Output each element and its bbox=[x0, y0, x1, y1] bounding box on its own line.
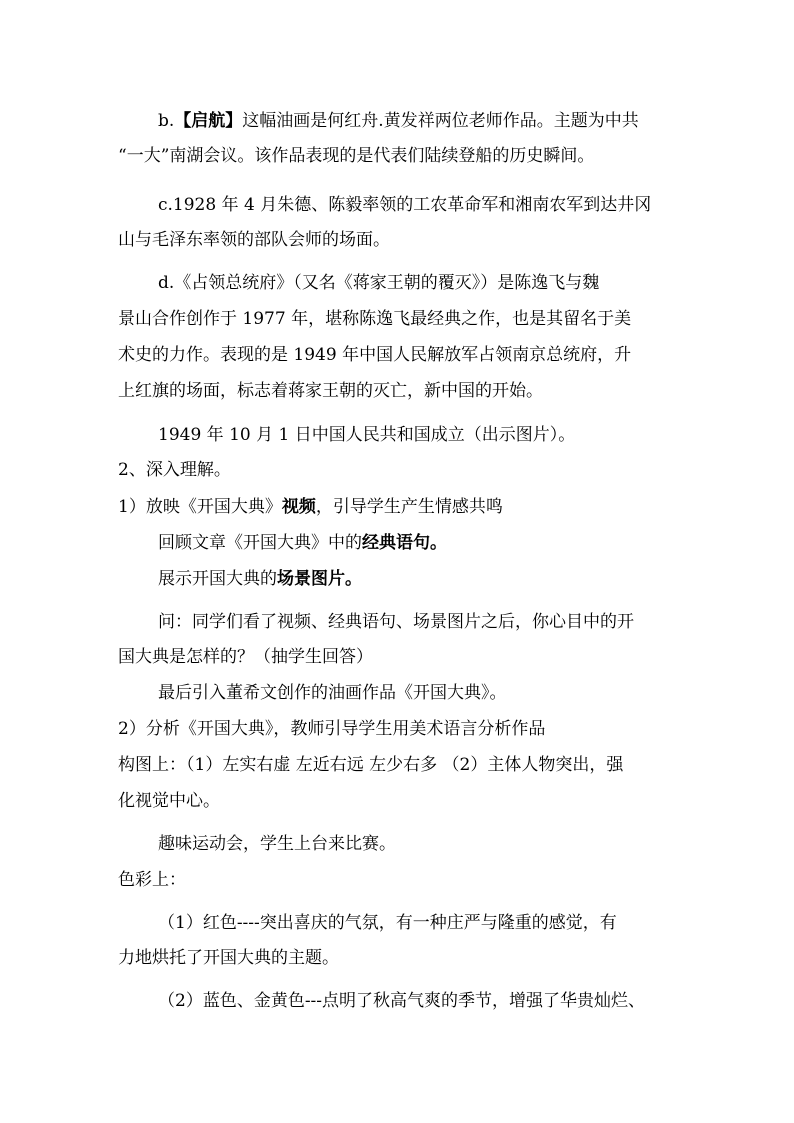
activity-line: 趣味运动会，学生上台来比赛。 bbox=[158, 834, 396, 854]
text-span: 这幅油画是何红舟.黄发祥两位老师作品。主题为中共 bbox=[242, 111, 639, 131]
text-span: 展示开国大典的 bbox=[158, 569, 277, 589]
question-line-2: 国大典是怎样的？（抽学生回答） bbox=[118, 647, 373, 667]
review-line bbox=[158, 532, 447, 556]
paragraph-c-line-2: 山与毛泽东率领的部队会师的场面。 bbox=[118, 230, 390, 250]
show-images-line bbox=[158, 568, 362, 592]
color-red-line-1: （1）红色----突出喜庆的气氛，有一种庄严与隆重的感觉，有 bbox=[158, 913, 617, 933]
paragraph-d-line-3: 术史的力作。表现的是 1949 年中国人民解放军占领南京总统府，升 bbox=[118, 345, 632, 365]
color-heading: 色彩上： bbox=[118, 870, 186, 890]
founding-date-line: 1949 年 10 月 1 日中国人民共和国成立（出示图片）。 bbox=[158, 425, 576, 445]
bold-text: 经典语句。 bbox=[362, 533, 447, 553]
section-heading: 2、深入理解。 bbox=[118, 460, 231, 480]
bold-text: 场景图片。 bbox=[277, 569, 362, 589]
composition-line-1: 构图上：（1）左实右虚 左近右远 左少右多 （2）主体人物突出，强 bbox=[118, 755, 624, 775]
text-span: 1）放映《开国大典》 bbox=[118, 497, 282, 517]
introduce-painting-line: 最后引入董希文创作的油画作品《开国大典》。 bbox=[158, 683, 507, 703]
bold-text: 视频 bbox=[281, 497, 316, 517]
text-span: 回顾文章《开国大典》中的 bbox=[158, 533, 362, 553]
color-red-line-2: 力地烘托了开国大典的主题。 bbox=[118, 948, 339, 968]
color-blue-gold-line: （2）蓝色、金黄色---点明了秋高气爽的季节，增强了华贵灿烂、 bbox=[158, 991, 646, 1011]
paragraph-d-line-1: d.《占领总统府》（又名《蒋家王朝的覆灭》）是陈逸飞与魏 bbox=[158, 273, 600, 293]
paragraph-d-line-2: 景山合作创作于 1977 年，堪称陈逸飞最经典之作，也是其留名于美 bbox=[118, 309, 632, 329]
paragraph-d-line-4: 上红旗的场面，标志着蒋家王朝的灭亡，新中国的开始。 bbox=[118, 381, 543, 401]
step-1-line bbox=[118, 496, 503, 520]
step-2-line: 2）分析《开国大典》，教师引导学生用美术语言分析作品 bbox=[118, 719, 546, 739]
composition-line-2: 化视觉中心。 bbox=[118, 791, 220, 811]
text-span: b. bbox=[158, 111, 175, 131]
text-span: ，引导学生产生情感共鸣 bbox=[315, 497, 503, 517]
paragraph-b-line-2: “一大”南湖会议。该作品表现的是代表们陆续登船的历史瞬间。 bbox=[118, 146, 595, 166]
paragraph-c-line-1: c.1928 年 4 月朱德、陈毅率领的工农革命军和湘南农军到达井冈 bbox=[158, 195, 652, 215]
question-line-1: 问：同学们看了视频、经典语句、场景图片之后，你心目中的开 bbox=[158, 612, 634, 632]
bold-text: 【启航】 bbox=[174, 111, 243, 131]
paragraph-b-line-1 bbox=[158, 110, 639, 134]
